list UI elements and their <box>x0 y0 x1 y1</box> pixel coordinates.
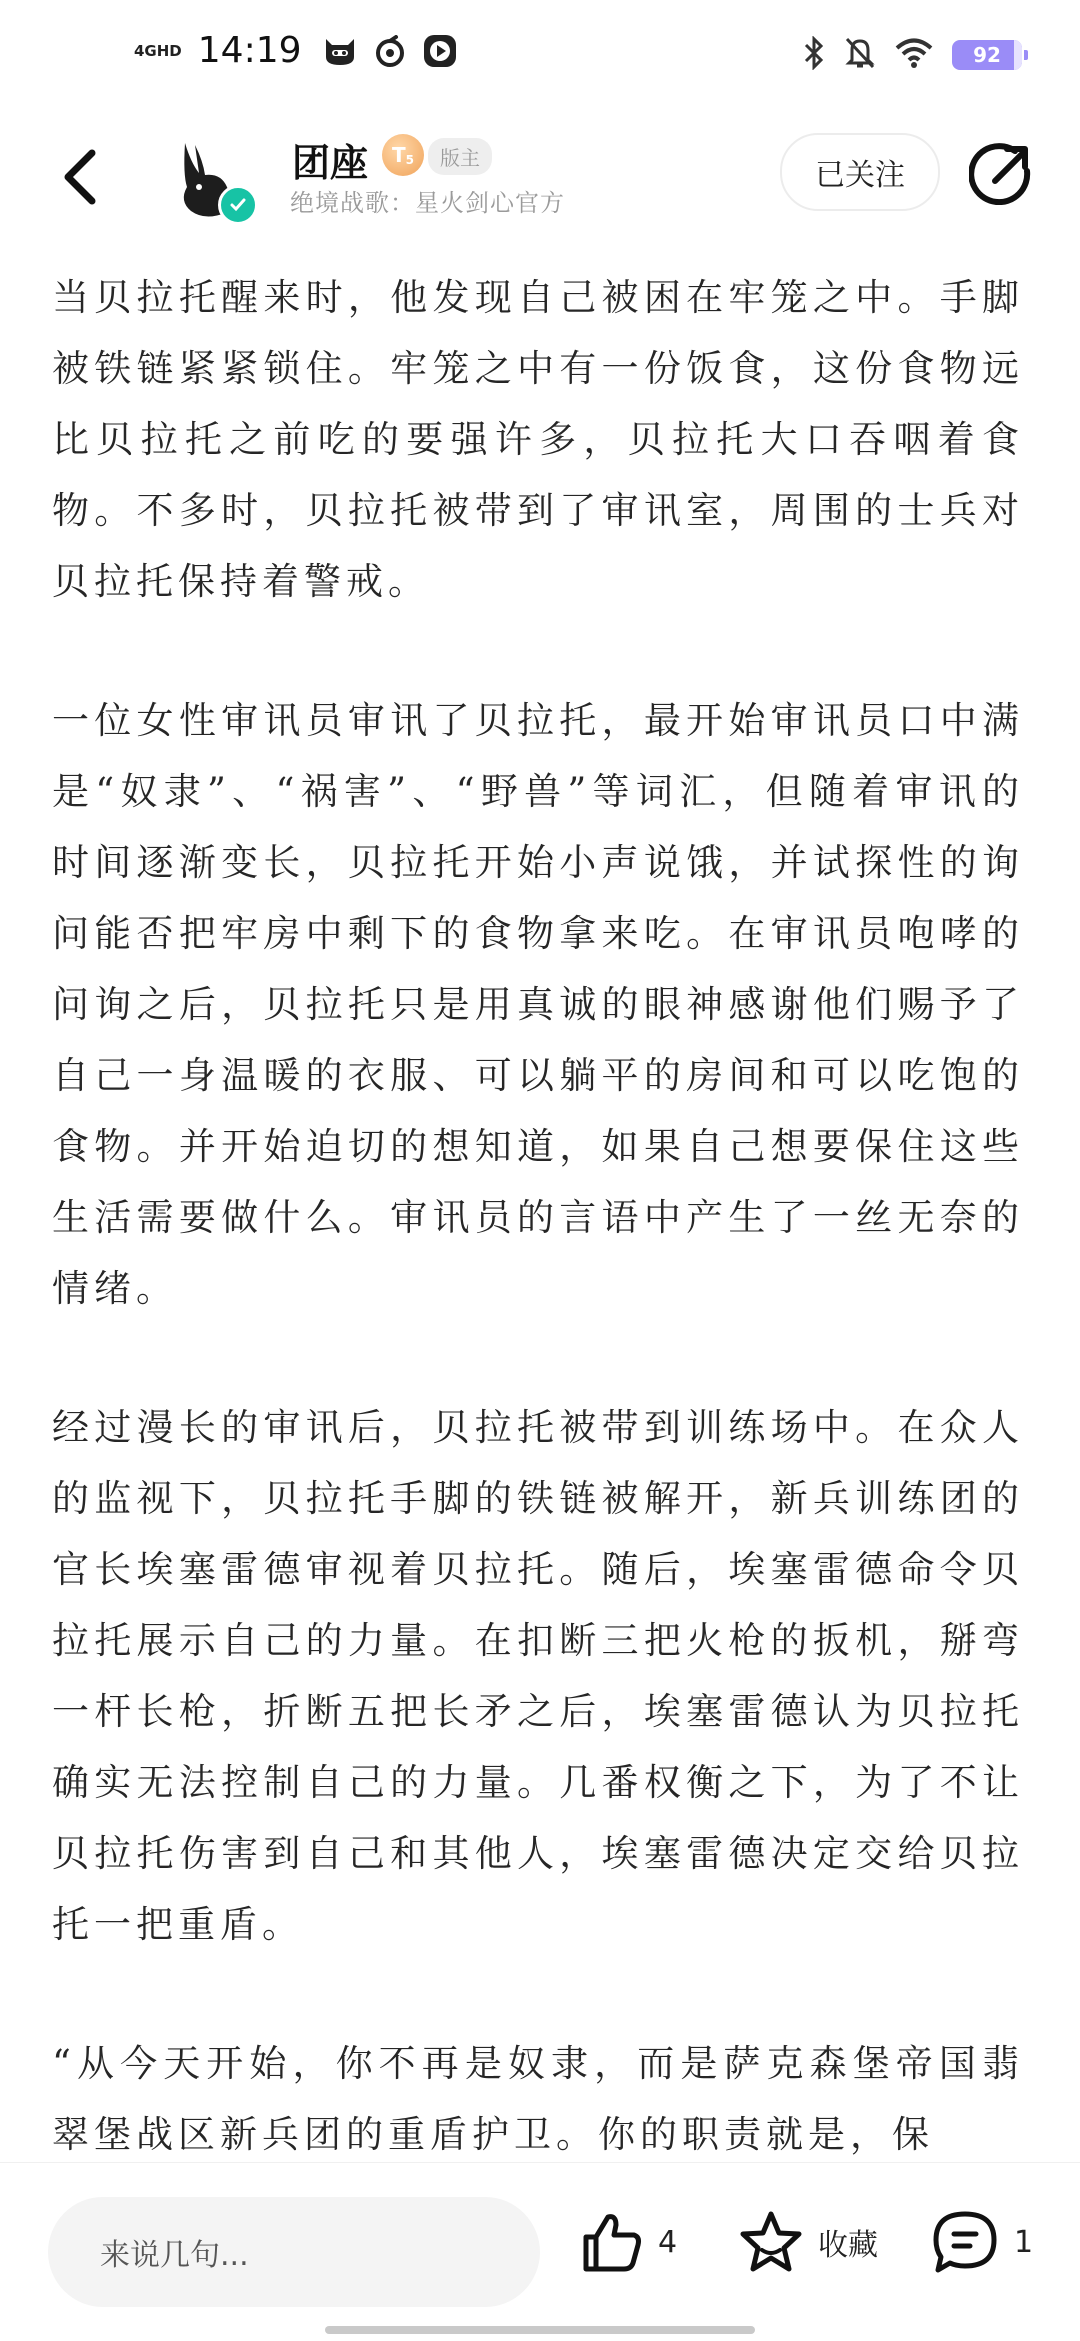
share-icon <box>969 141 1033 205</box>
follow-button[interactable]: 已关注 <box>780 133 940 211</box>
comment-bubble-icon <box>930 2210 1000 2274</box>
share-button[interactable] <box>968 140 1034 206</box>
level-badge <box>382 134 424 176</box>
battery-icon <box>952 40 1022 70</box>
battery-level: 92 <box>973 43 1001 67</box>
comments-button[interactable] <box>930 2207 1033 2277</box>
cat-face-icon <box>320 31 360 71</box>
article-paragraph: 经过漫长的审讯后，贝拉托被带到训练场中。在众人的监视下，贝拉托手脚的铁链被解开，新兵训练团的官长埃塞雷德审视着贝拉托。随后，埃塞雷德命令贝拉托展示自己的力量。在扣断三把火枪的扳机，掰弯一杆长枪，折断五把长矛之后，埃塞雷德认为贝拉托确实无法控制自己的力量。几番权衡之下，为了不让贝拉托伤害到自己和其他人，埃塞雷德决定交给贝拉托一把重盾。 <box>52 1406 1024 1946</box>
article-paragraph: 当贝拉托醒来时，他发现自己被困在牢笼之中。手脚被铁链紧紧锁住。牢笼之中有一份饭食，这份食物远比贝拉托之前吃的要强许多，贝拉托大口吞咽着食物。不多时，贝拉托被带到了审讯室，周围的士兵对贝拉托保持着警戒。 <box>52 276 1024 603</box>
home-indicator[interactable] <box>325 2326 755 2334</box>
status-bar-right <box>802 36 1022 74</box>
comment-count: 1 <box>1014 2224 1034 2260</box>
level-number: 5 <box>405 153 414 167</box>
favorite-label: 收藏 <box>818 2228 878 2263</box>
like-button[interactable] <box>580 2207 677 2277</box>
comment-input[interactable]: 来说几句... <box>48 2197 540 2307</box>
thumbs-up-icon <box>580 2211 644 2273</box>
verified-check-icon <box>218 185 258 225</box>
like-count: 4 <box>658 2224 678 2260</box>
play-square-icon <box>420 31 460 71</box>
article-paragraph: “从今天开始，你不再是奴隶，而是萨克森堡帝国翡翠堡战区新兵团的重盾护卫。你的职责就是，保 <box>52 2042 1024 2156</box>
role-badge: 版主 <box>428 138 492 175</box>
post-header <box>0 120 1080 240</box>
status-time: 14:19 <box>197 30 302 71</box>
mute-bell-icon <box>844 36 876 74</box>
status-bar <box>0 0 1080 120</box>
level-letter: T <box>391 143 406 167</box>
bluetooth-icon <box>802 36 826 74</box>
author-name[interactable]: 团座 <box>292 141 369 185</box>
wifi-icon <box>894 37 934 73</box>
back-chevron-icon <box>60 147 100 207</box>
article-paragraph: 一位女性审讯员审讯了贝拉托，最开始审讯员口中满是“奴隶”、“祸害”、“野兽”等词汇，但随着审讯的时间逐渐变长，贝拉托开始小声说饿，并试探性的询问能否把牢房中剩下的食物拿来吃。在审讯员咆哮的问询之后，贝拉托只是用真诚的眼神感谢他们赐予了自己一身温暖的衣服、可以躺平的房间和可以吃饱的食物。并开始迫切的想知道，如果自己想要保住这些生活需要做什么。审讯员的言语中产生了一丝无奈的情绪。 <box>52 699 1024 1310</box>
status-bar-left <box>134 30 460 71</box>
battery-empty-segment <box>1014 40 1022 70</box>
favorite-button[interactable] <box>738 2207 878 2277</box>
swirl-icon <box>370 31 410 71</box>
back-button[interactable] <box>50 142 110 212</box>
article-body <box>52 262 1024 2162</box>
star-icon <box>738 2210 804 2274</box>
bottom-action-bar <box>0 2162 1080 2341</box>
network-indicator: 4GHD <box>134 41 182 60</box>
author-subtitle: 绝境战歌：星火剑心官方 <box>290 189 565 217</box>
